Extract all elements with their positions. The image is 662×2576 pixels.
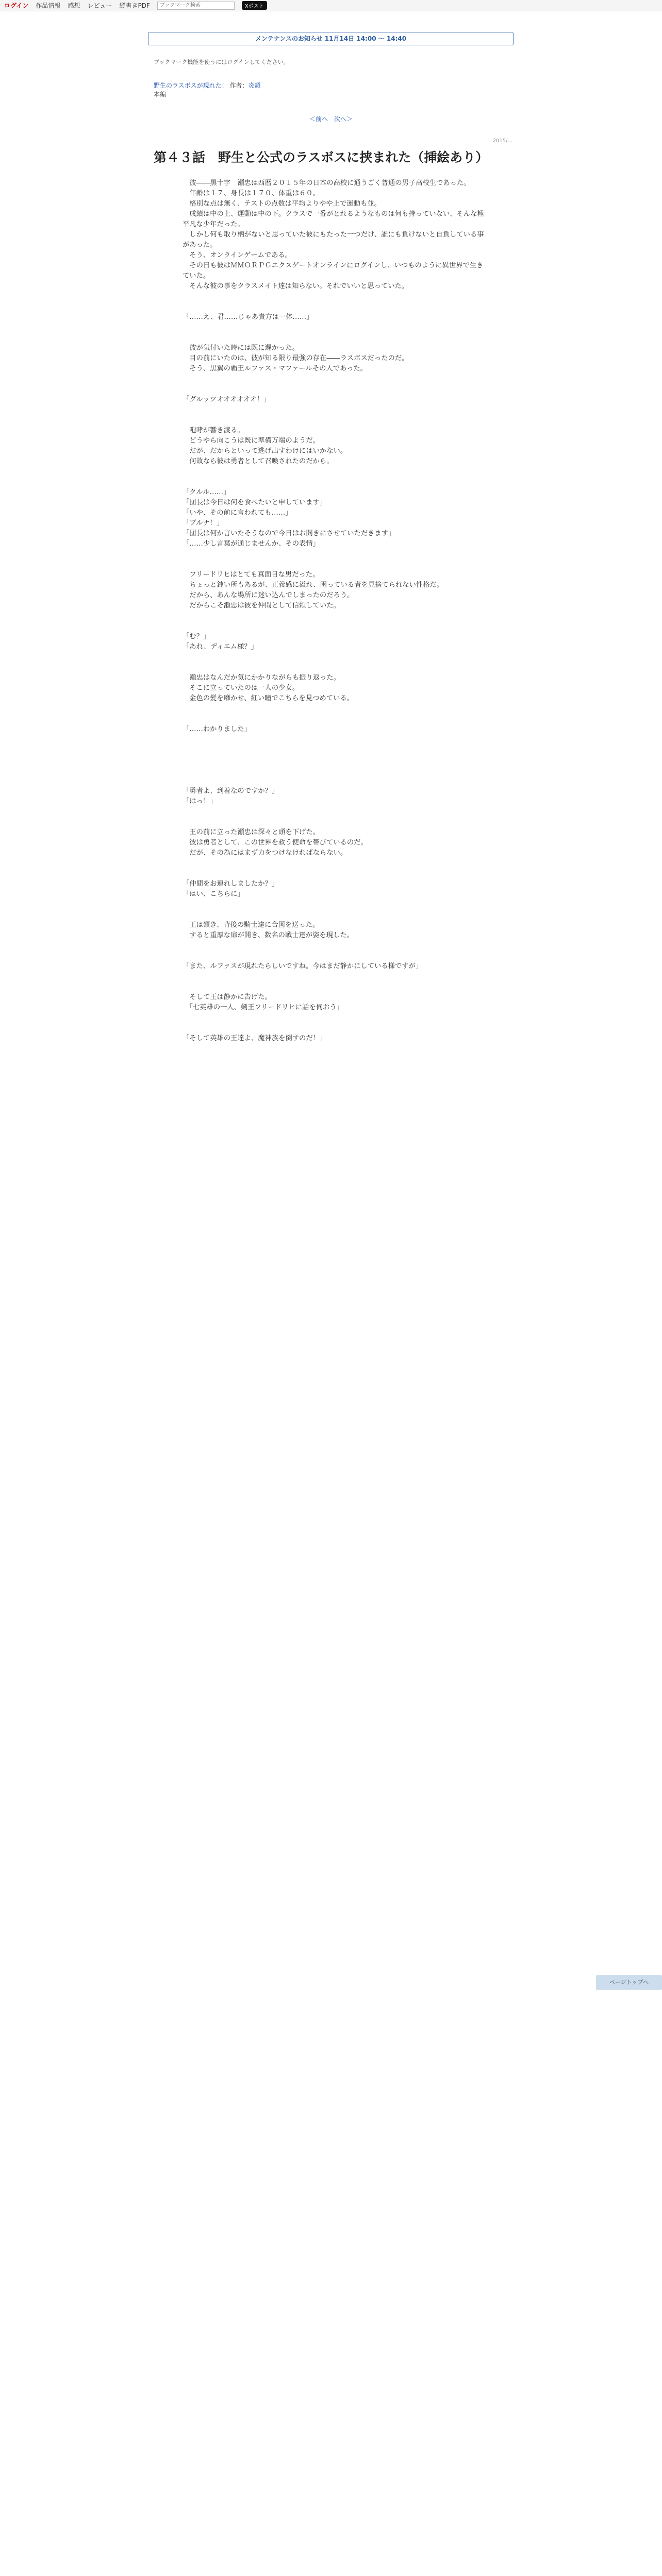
pager[interactable]: ＜前へ 次へ＞ (309, 115, 353, 123)
paragraph: ちょっと鈍い所もあるが、正義感に溢れ、困っている者を見捨てられない性格だ。 (183, 581, 444, 589)
login-link[interactable]: ログイン (4, 2, 29, 9)
paragraph: 王は頷き、背後の騎士達に合図を送った。 (189, 921, 320, 929)
nav-item-impressions[interactable]: 感想 (68, 2, 80, 9)
paragraph: しかし何も取り柄がないと思っていた彼にもたった一つだけ、誰にも負けないと自負している事があった。 (183, 231, 484, 249)
paragraph: 「あれ、ディエム様？」 (183, 643, 258, 651)
paragraph: 王の前に立った瀬忠は深々と頭を下げた。 (189, 828, 320, 836)
paragraph: すると重厚な扉が開き、数名の戦士達が姿を現した。 (183, 931, 354, 939)
series-link[interactable]: 野生のラスボスが現れた！ (154, 82, 228, 89)
paragraph: どうやら向こうは既に準備万端のようだ。 (183, 437, 320, 445)
author-link[interactable]: 炎頭 (248, 82, 261, 89)
paragraph: そんな彼の事をクラスメイト達は知らない。それでいいと思っていた。 (183, 282, 409, 290)
paragraph: 「団長は今日は何を食べたいと申しています」 (183, 499, 327, 506)
paragraph: 「はい、こちらに」 (183, 890, 244, 898)
paragraph: 年齢は１７、身長は１７０、体重は６０。 (183, 190, 320, 197)
paragraph: 「クルル……」 (183, 488, 230, 496)
paragraph: そう、黒翼の覇王ルファス・マファールその人であった。 (183, 365, 368, 372)
paragraph: その日も彼はＭＭＯＲＰＧエクスゲートオンラインにログインし、いつものように異世界で生きていた。 (183, 262, 484, 280)
paragraph: だから、あんな場所に迷い込んでしまったのだろう。 (183, 591, 354, 599)
page-top-button[interactable]: ページトップへ (596, 1975, 662, 1990)
paragraph: 「む？」 (183, 633, 210, 640)
paragraph: 格別な点は無く、テストの点数は平均よりやや上で運動も並。 (183, 200, 381, 208)
paragraph: だが、その為にはまず力をつけなければならない。 (183, 849, 347, 857)
paragraph: 「ブルナ！」 (183, 519, 224, 527)
paragraph: 何故なら彼は勇者として召喚されたのだから。 (183, 457, 334, 465)
paragraph: 「また、ルファスが現れたらしいですね。今はまだ静かにしている様ですが」 (183, 962, 423, 970)
paragraph: 咆哮が響き渡る。 (189, 427, 244, 434)
paragraph: 彼が気付いた時には既に遅かった。 (189, 344, 300, 352)
chapter-label: 本編 (154, 91, 167, 98)
paragraph: 「七英雄の一人、剣王フリードリヒに話を伺おう」 (183, 1004, 343, 1011)
paragraph: 「……わかりました」 (183, 725, 251, 733)
x-post-button[interactable]: Xポスト (242, 1, 267, 10)
novel-body (183, 178, 486, 1044)
post-date: 2015/... (492, 138, 512, 144)
paragraph: 「いや、その前に言われても……」 (183, 509, 292, 517)
paragraph: 彼は勇者として、この世界を救う使命を帯びているのだ。 (183, 839, 368, 846)
nav-item-info[interactable]: 作品情報 (36, 2, 61, 9)
paragraph: 金色の髪を靡かせ、紅い瞳でこちらを見つめている。 (183, 694, 354, 702)
paragraph: そこに立っていたのは一人の少女。 (183, 684, 300, 692)
paragraph: そう、オンラインゲームである。 (183, 251, 292, 259)
maintenance-notice[interactable]: メンテナンスのお知らせ 11月14日 14:00 ～ 14:40 (148, 32, 514, 45)
paragraph: 彼――黒十字 瀬忠は西暦２０１５年の日本の高校に通うごく普通の男子高校生であった。 (183, 179, 471, 187)
paragraph: フリードリヒはとても真面目な男だった。 (189, 571, 320, 579)
paragraph: 成績は中の上、運動は中の下。クラスで一番がとれるようなものは何も持っていない、そんな極平凡な少年だった。 (183, 210, 484, 228)
paragraph: そして王は静かに告げた。 (189, 993, 272, 1001)
author-label: 作者： (229, 82, 249, 89)
nav-item-review[interactable]: レビュー (87, 2, 112, 9)
paragraph: 「……少し言葉が通じませんか、その表情」 (183, 540, 320, 548)
paragraph: 「勇者よ、到着なのですか？」 (183, 787, 279, 795)
top-nav-bar (0, 0, 662, 11)
paragraph: 瀬忠はなんだか気にかかりながらも振り返った。 (189, 674, 340, 682)
breadcrumb (154, 81, 261, 99)
paragraph: 「……え、君……じゃあ貴方は一体……」 (183, 313, 313, 321)
page-title: 第４３話 野生と公式のラスボスに挟まれた（挿絵あり） (154, 150, 489, 165)
paragraph: だが、だからといって逃げ出すわけにはいかない。 (183, 447, 347, 455)
paragraph: だからこそ瀬忠は彼を仲間として信頼していた。 (183, 602, 340, 609)
login-hint (154, 58, 289, 66)
paragraph: 目の前にいたのは、彼が知る限り最強の存在――ラスボスだったのだ。 (183, 354, 409, 362)
paragraph: 「はっ！」 (183, 798, 217, 805)
nav-item-pdf[interactable]: 縦書きPDF (119, 2, 150, 9)
paragraph: 「グルッツオオオオオオ！」 (183, 396, 271, 403)
paragraph: 「そして英雄の王達よ、魔神族を倒すのだ！」 (183, 1035, 327, 1042)
bookmark-search-input[interactable] (157, 2, 235, 10)
login-hint-text: ブックマーク機能を使うにはログインしてください。 (154, 59, 289, 65)
paragraph: 「仲間をお連れしましたか？」 (183, 880, 279, 888)
paragraph: 「団長は何か言いたそうなので今日はお開きにさせていただきます」 (183, 530, 395, 537)
